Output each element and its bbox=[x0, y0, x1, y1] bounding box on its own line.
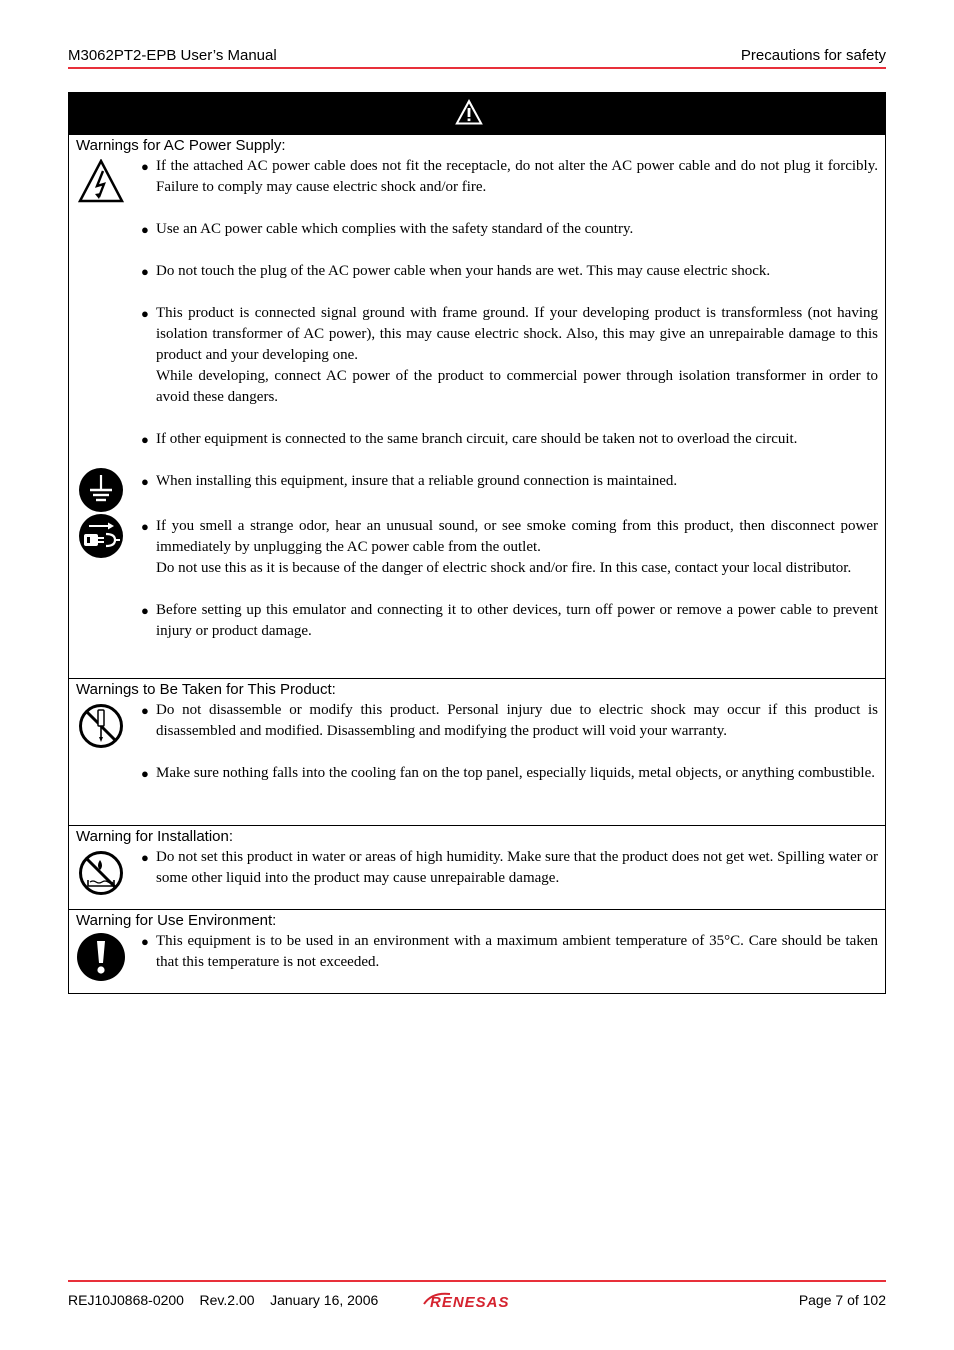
list-item bbox=[141, 700, 878, 742]
installation-items bbox=[141, 847, 878, 889]
item-text: Use an AC power cable which complies with the safety standard of the country. bbox=[156, 221, 634, 237]
item-text: Do not disassemble or modify this product. Personal injury due to electric shock may occur if this product is disassembled and modified. Disassembling and modifying the product will void your warranty. bbox=[156, 702, 878, 739]
environment-items bbox=[141, 931, 878, 973]
item-text: Before setting up this emulator and connecting it to other devices, turn off power or remove a power cable to prevent injury or product damage. bbox=[156, 602, 878, 639]
item-text: While developing, connect AC power of the product to commercial power through isolation transformer in order to avoid these dangers. bbox=[156, 368, 878, 405]
product-items bbox=[141, 700, 878, 784]
bullet-icon: ● bbox=[141, 432, 149, 447]
warnings-table bbox=[68, 92, 886, 994]
electric-shock-icon bbox=[78, 159, 124, 203]
bullet-icon: ● bbox=[141, 703, 149, 718]
section-ac-power bbox=[69, 135, 885, 678]
no-water-icon bbox=[78, 850, 124, 896]
unplug-power-icon bbox=[78, 513, 124, 559]
caution-exclamation-icon bbox=[76, 932, 126, 982]
document-number: REJ10J0868-0200 Rev.2.00 January 16, 2006 bbox=[68, 1292, 379, 1308]
ac-power-items bbox=[141, 156, 878, 642]
section-title-environment: Warning for Use Environment: bbox=[76, 912, 277, 929]
item-text: Do not set this product in water or areas of high humidity. Make sure that the product does not get wet. Spilling water or some other liquid into the product may cause unrepairable damage. bbox=[156, 849, 878, 886]
bullet-icon: ● bbox=[141, 850, 149, 865]
item-text: Do not touch the plug of the AC power cable when your hands are wet. This may cause electric shock. bbox=[156, 263, 771, 279]
section-title-installation: Warning for Installation: bbox=[76, 828, 234, 845]
list-item bbox=[141, 931, 878, 973]
page-number: Page 7 of 102 bbox=[798, 1292, 886, 1308]
item-text: This product is connected signal ground with frame ground. If your developing product is transformless (not having isolation transformer of AC power), this may cause electric shock. Also, this may give an unrepairable damage to this product and your developing one. bbox=[156, 305, 878, 363]
document-title: M3062PT2-EPB User’s Manual bbox=[68, 47, 277, 64]
bullet-icon: ● bbox=[141, 766, 149, 781]
section-title-product: Warnings to Be Taken for This Product: bbox=[76, 681, 336, 698]
list-item bbox=[141, 156, 878, 198]
bullet-icon: ● bbox=[141, 306, 149, 321]
no-disassembly-icon bbox=[78, 703, 124, 749]
warning-banner bbox=[69, 93, 885, 135]
bullet-icon: ● bbox=[141, 474, 149, 489]
list-item bbox=[141, 847, 878, 889]
item-text: This equipment is to be used in an environment with a maximum ambient temperature of 35°C. Care should be taken that this temperature is not exceeded. bbox=[156, 933, 878, 970]
item-text: Make sure nothing falls into the cooling fan on the top panel, especially liquids, metal objects, or anything combustible. bbox=[156, 765, 876, 781]
item-text: If the attached AC power cable does not fit the receptacle, do not alter the AC power cable and do not plug it forcibly. Failure to comply may cause electric shock and/or fire. bbox=[156, 158, 878, 195]
section-title-ac-power: Warnings for AC Power Supply: bbox=[76, 137, 286, 154]
ground-connection-icon bbox=[78, 467, 124, 513]
renesas-logo bbox=[422, 1290, 534, 1310]
section-title: Precautions for safety bbox=[740, 47, 886, 64]
item-text: If other equipment is connected to the same branch circuit, care should be taken not to overload the circuit. bbox=[156, 431, 798, 447]
page-footer bbox=[68, 1280, 886, 1310]
list-item bbox=[141, 303, 878, 408]
section-environment bbox=[69, 909, 885, 993]
section-installation bbox=[69, 825, 885, 909]
bullet-icon: ● bbox=[141, 264, 149, 279]
list-item bbox=[141, 763, 878, 784]
list-item bbox=[141, 516, 878, 579]
bullet-icon: ● bbox=[141, 519, 149, 534]
bullet-icon: ● bbox=[141, 222, 149, 237]
list-item bbox=[141, 429, 878, 450]
bullet-icon: ● bbox=[141, 159, 149, 174]
warning-triangle-icon bbox=[454, 98, 484, 126]
bullet-icon: ● bbox=[141, 603, 149, 618]
item-text: If you smell a strange odor, hear an unusual sound, or see smoke coming from this product, then disconnect power immediately by unplugging the AC power cable from the outlet. bbox=[156, 518, 878, 555]
list-item bbox=[141, 600, 878, 642]
logo-text: RENESAS bbox=[430, 1294, 510, 1310]
section-product bbox=[69, 678, 885, 825]
list-item bbox=[141, 261, 878, 282]
list-item bbox=[141, 471, 878, 492]
page-header bbox=[68, 47, 886, 69]
item-text: When installing this equipment, insure that a reliable ground connection is maintained. bbox=[156, 473, 678, 489]
bullet-icon: ● bbox=[141, 934, 149, 949]
item-text: Do not use this as it is because of the danger of electric shock and/or fire. In this case, contact your local distributor. bbox=[156, 560, 852, 576]
list-item bbox=[141, 219, 878, 240]
